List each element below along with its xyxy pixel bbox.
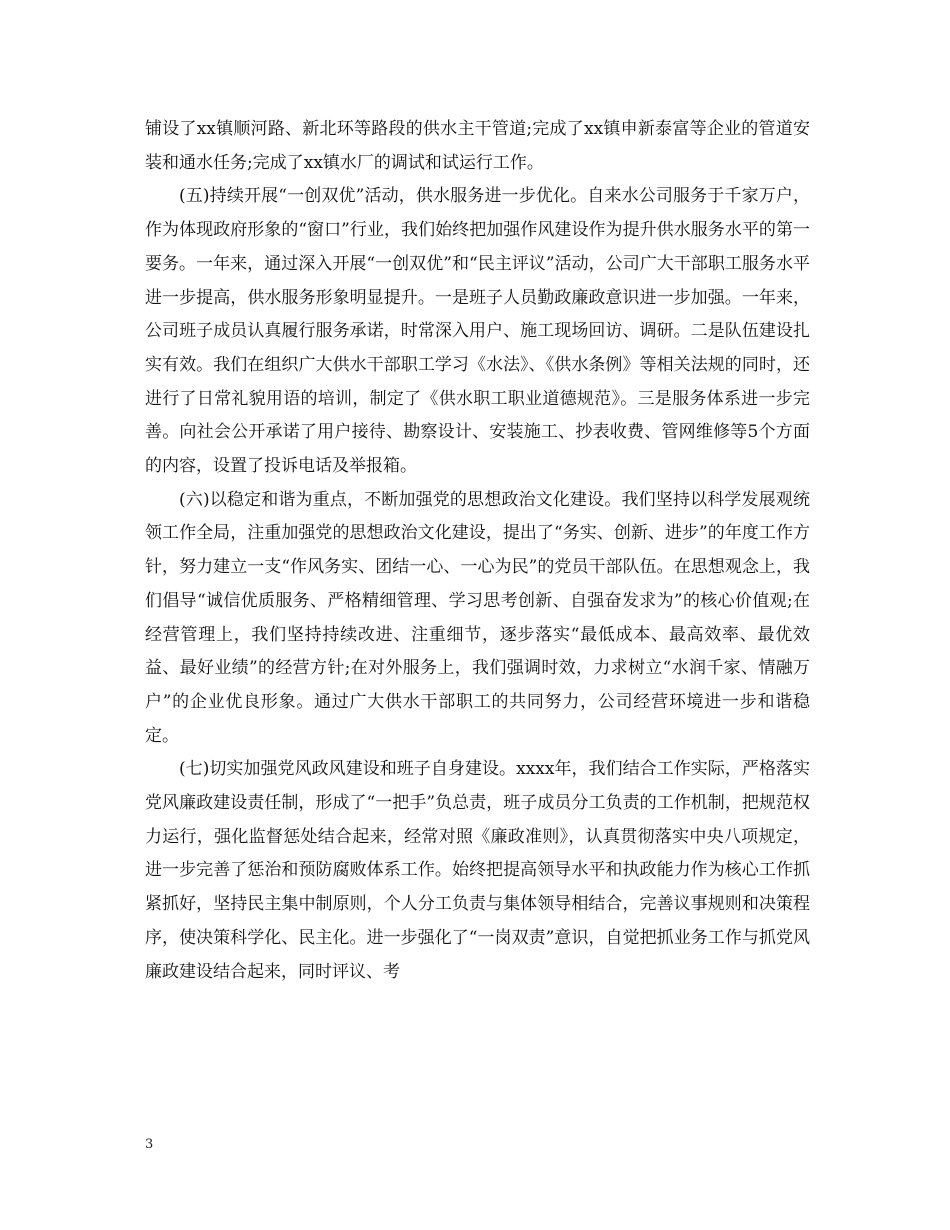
paragraph: (七)切实加强党风政风建设和班子自身建设。xxxx年，我们结合工作实际，严格落实党风廉政建设责任制，形成了“一把手”负总责，班子成员分工负责的工作机制，把规范权力运行，强化监督惩处结合起来，经常对照《廉政准则》，认真贯彻落实中央八项规定，进一步完善了惩治和预防腐败体系工作。始终把提高领导水平和执政能力作为核心工作抓紧抓好，坚持民主集中制原则，个人分工负责与集体领导相结合，完善议事规则和决策程序，使决策科学化、民主化。进一步强化了“一岗双责”意识，自觉把抓业务工作与抓党风廉政建设结合起来，同时评议、考 (145, 759, 810, 982)
page-body (145, 113, 810, 989)
paragraph: (六)以稳定和谐为重点，不断加强党的思想政治文化建设。我们坚持以科学发展观统领工作全局，注重加强党的思想政治文化建设，提出了“务实、创新、进步”的年度工作方针，努力建立一支“作风务实、团结一心、一心为民”的党员干部队伍。在思想观念上，我们倡导“诚信优质服务、严格精细管理、学习思考创新、自强奋发求为”的核心价值观;在经营管理上，我们坚持持续改进、注重细节，逐步落实“最低成本、最高效率、最优效益、最好业绩”的经营方针;在对外服务上，我们强调时效，力求树立“水润千家、情融万户”的企业优良形象。通过广大供水干部职工的共同努力，公司经营环境进一步和谐稳定。 (145, 489, 810, 746)
paragraph: (五)持续开展“一创双优”活动，供水服务进一步优化。自来水公司服务于千家万户，作为体现政府形象的“窗口”行业，我们始终把加强作风建设作为提升供水服务水平的第一要务。一年来，通过深入开展“一创双优”和“民主评议”活动，公司广大干部职工服务水平进一步提高，供水服务形象明显提升。一是班子人员勤政廉政意识进一步加强。一年来，公司班子成员认真履行服务承诺，时常深入用户、施工现场回访、调研。二是队伍建设扎实有效。我们在组织广大供水干部职工学习《水法》、《供水条例》等相关法规的同时，还进行了日常礼貌用语的培训，制定了《供水职工职业道德规范》。三是服务体系进一步完善。向社会公开承诺了用户接待、勘察设计、安装施工、抄表收费、管网维修等5个方面的内容，设置了投诉电话及举报箱。 (145, 186, 810, 477)
paragraph: 铺设了xx镇顺河路、新北环等路段的供水主干管道;完成了xx镇申新泰富等企业的管道安装和通水任务;完成了xx镇水厂的调试和试运行工作。 (145, 119, 810, 173)
page-number: 3 (145, 1137, 154, 1152)
